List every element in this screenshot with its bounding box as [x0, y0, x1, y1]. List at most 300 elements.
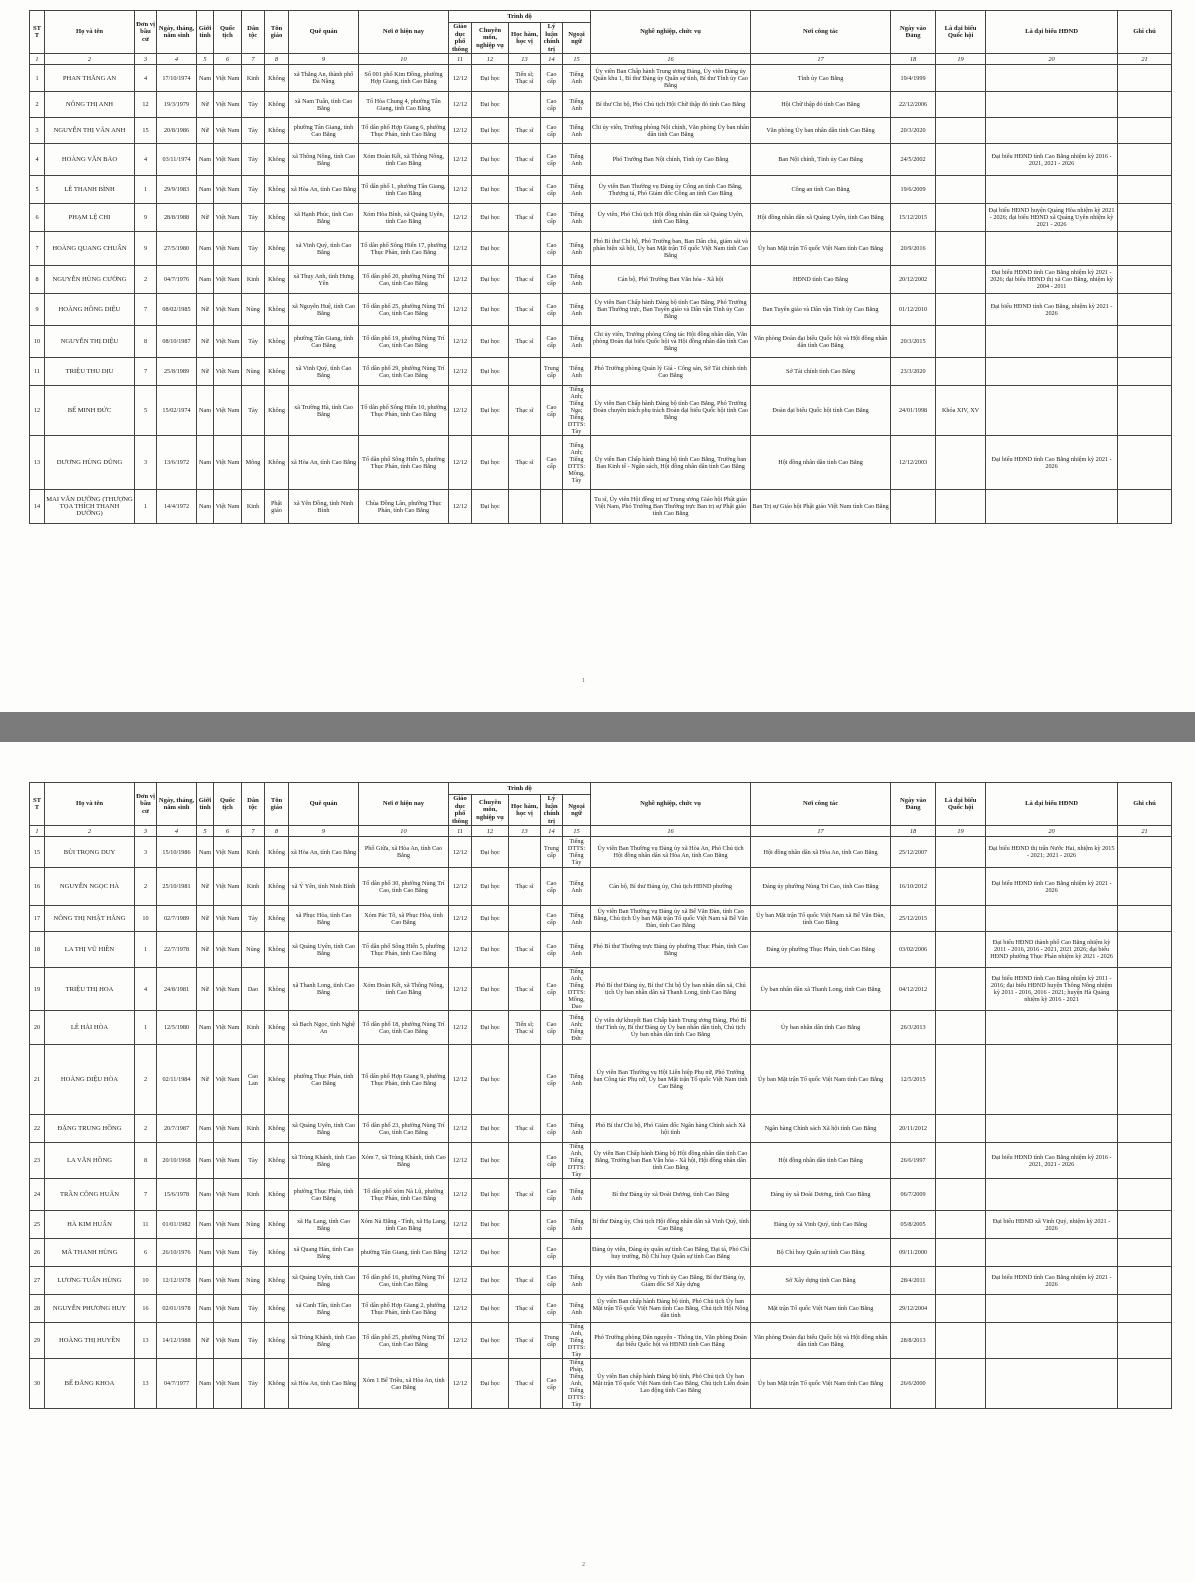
cell-ngay-vao-dang: 20/11/2012 [891, 1115, 936, 1143]
header-nghe-nghiep: Nghề nghiệp, chức vụ [591, 783, 751, 826]
cell-gioi-tinh: Nữ [197, 326, 214, 358]
table-row [30, 144, 1172, 176]
cell-ton-giao: Không [265, 65, 289, 92]
cell-ngoai-ngu: Tiếng Anh [563, 326, 591, 358]
cell-ngay-vao-dang: 12/5/2015 [891, 1045, 936, 1115]
cell-que-quan: xã Thông Nông, tỉnh Cao Bằng [289, 144, 359, 176]
column-number-ngay-vao-dang: 18 [891, 826, 936, 837]
cell-que-quan: xã Phục Hòa, tỉnh Cao Bằng [289, 906, 359, 932]
cell-noi-o: Tổ dân phố 25, phường Nùng Trí Cao, tỉnh Cao Bằng [359, 294, 449, 326]
cell-stt: 21 [30, 1045, 45, 1115]
header-dan-toc: Dân tộc [242, 11, 265, 54]
cell-ngoai-ngu: Tiếng Anh [563, 1115, 591, 1143]
cell-nghe-nghiep: Ủy viên Ban Thường vụ Đảng ủy xã Bế Văn Đàn, tỉnh Cao Bằng, Chủ tịch Ủy ban Mặt trận Tổ quốc Việt Nam xã Bế Văn Đàn, tỉnh Cao Bằng [591, 906, 751, 932]
header-gioi-tinh: Giới tính [197, 11, 214, 54]
cell-stt: 28 [30, 1295, 45, 1323]
cell-ho-ten: TRIỆU THU DỊU [45, 358, 135, 386]
cell-chuyen-mon: Đại học [472, 1143, 509, 1179]
cell-dan-toc: Tày [242, 118, 265, 144]
table-row [30, 294, 1172, 326]
header-que-quan: Quê quán [289, 783, 359, 826]
cell-dbqh [936, 906, 986, 932]
cell-ngay-sinh: 19/3/1979 [157, 92, 197, 118]
cell-noi-cong-tac: Ban Tuyên giáo và Dân vận Tỉnh ủy Cao Bằng [751, 294, 891, 326]
cell-ho-ten: HOÀNG DIỆU HÒA [45, 1045, 135, 1115]
cell-ho-ten: NGUYỄN PHƯƠNG HUY [45, 1295, 135, 1323]
cell-que-quan: xã Hòa An, tỉnh Cao Bằng [289, 837, 359, 868]
column-number-ly-luan: 14 [541, 826, 563, 837]
cell-chuyen-mon: Đại học [472, 1323, 509, 1359]
cell-giao-duc: 12/12 [449, 1045, 472, 1115]
cell-quoc-tich: Việt Nam [214, 1359, 242, 1409]
candidate-table-page-2 [29, 782, 1172, 1409]
cell-que-quan: xã Quảng Uyên, tỉnh Cao Bằng [289, 932, 359, 968]
cell-dbqh [936, 232, 986, 266]
column-number-ghi-chu: 21 [1118, 826, 1172, 837]
cell-dan-toc: Kinh [242, 266, 265, 294]
cell-nghe-nghiep: Tu sĩ, Ủy viên Hội đồng trị sự Trung ương Giáo hội Phật giáo Việt Nam, Phó Trưởng Ban Thường trực Ban trị sự Phật giáo tỉnh Cao Bằng [591, 490, 751, 524]
cell-dan-toc: Nùng [242, 932, 265, 968]
cell-ngay-vao-dang: 05/8/2005 [891, 1211, 936, 1239]
cell-dbhdnd [986, 1011, 1118, 1045]
header-dbqh: Là đại biểu Quốc hội [936, 783, 986, 826]
cell-don-vi: 1 [135, 176, 157, 204]
cell-quoc-tich: Việt Nam [214, 266, 242, 294]
cell-que-quan: xã Hòa An, tỉnh Cao Bằng [289, 436, 359, 490]
cell-ngoai-ngu: Tiếng Anh [563, 118, 591, 144]
cell-ly-luan: Cao cấp [541, 294, 563, 326]
cell-dbhdnd [986, 386, 1118, 436]
cell-quoc-tich: Việt Nam [214, 1211, 242, 1239]
cell-stt: 1 [30, 65, 45, 92]
table-row [30, 176, 1172, 204]
cell-ho-ten: DƯƠNG HÙNG DŨNG [45, 436, 135, 490]
cell-noi-o: phường Tân Giang, tỉnh Cao Bằng [359, 1239, 449, 1267]
cell-nghe-nghiep: Ủy viên Ban Chấp hành Đảng bộ Hội đồng nhân dân tỉnh Cao Bằng, Trưởng ban Ban Văn hóa - Xã hội, Hội đồng nhân dân tỉnh Cao Bằng [591, 1143, 751, 1179]
cell-don-vi: 3 [135, 436, 157, 490]
cell-nghe-nghiep: Phó Bí thư Chi bộ, Phó Giám đốc Ngân hàng Chính sách Xã hội tỉnh [591, 1115, 751, 1143]
cell-ton-giao: Phật giáo [265, 490, 289, 524]
cell-stt: 13 [30, 436, 45, 490]
column-number-que-quan: 9 [289, 54, 359, 65]
cell-nghe-nghiep: Ủy viên Ban Chấp hành Đảng bộ tỉnh Cao Bằng, Phó Trưởng Đoàn chuyên trách phụ trách Đoàn đại biểu Quốc hội tỉnh Cao Bằng [591, 386, 751, 436]
cell-giao-duc: 12/12 [449, 932, 472, 968]
cell-dbhdnd: Đại biểu HĐND tỉnh Cao Bằng, nhiệm kỳ 2021 - 2026 [986, 294, 1118, 326]
cell-ton-giao: Không [265, 118, 289, 144]
table-row [30, 358, 1172, 386]
cell-gioi-tinh: Nam [197, 1267, 214, 1295]
cell-ghi-chu [1118, 386, 1172, 436]
cell-ly-luan: Cao cấp [541, 436, 563, 490]
cell-ghi-chu [1118, 144, 1172, 176]
header-giao-duc: Giáo dục phổ thông [449, 23, 472, 54]
cell-quoc-tich: Việt Nam [214, 386, 242, 436]
cell-don-vi: 2 [135, 266, 157, 294]
cell-nghe-nghiep: Ủy viên Ban Thường vụ Tỉnh ủy Cao Bằng, Bí thư Đảng ủy, Giám đốc Sở Xây dựng [591, 1267, 751, 1295]
table-row [30, 1143, 1172, 1179]
cell-dan-toc: Tày [242, 1359, 265, 1409]
cell-ngay-sinh: 08/10/1987 [157, 326, 197, 358]
column-number-ton-giao: 8 [265, 54, 289, 65]
cell-don-vi: 4 [135, 968, 157, 1011]
document-page-1 [0, 0, 1195, 712]
cell-dbqh [936, 1359, 986, 1409]
cell-hoc-ham: Thạc sĩ [509, 1295, 541, 1323]
cell-don-vi: 2 [135, 868, 157, 906]
cell-que-quan: phường Thục Phán, tỉnh Cao Bằng [289, 1179, 359, 1211]
cell-dbqh [936, 1211, 986, 1239]
cell-stt: 16 [30, 868, 45, 906]
cell-ghi-chu [1118, 266, 1172, 294]
cell-stt: 23 [30, 1143, 45, 1179]
cell-stt: 24 [30, 1179, 45, 1211]
cell-ngoai-ngu: Tiếng Anh [563, 65, 591, 92]
cell-don-vi: 7 [135, 294, 157, 326]
cell-noi-o: Tổ dân phố 29, phường Nùng Trí Cao, tỉnh Cao Bằng [359, 358, 449, 386]
cell-ton-giao: Không [265, 1011, 289, 1045]
cell-que-quan: xã Trùng Khánh, tỉnh Cao Bằng [289, 1143, 359, 1179]
cell-ngoai-ngu: Tiếng Anh, Tiếng DTTS: Tày [563, 1323, 591, 1359]
table-row [30, 1211, 1172, 1239]
cell-dbhdnd [986, 906, 1118, 932]
cell-ngay-sinh: 13/6/1972 [157, 436, 197, 490]
cell-stt: 12 [30, 386, 45, 436]
cell-stt: 15 [30, 837, 45, 868]
cell-ngay-sinh: 25/10/1981 [157, 868, 197, 906]
cell-stt: 26 [30, 1239, 45, 1267]
cell-ngay-vao-dang: 25/12/2007 [891, 837, 936, 868]
cell-ngay-sinh: 20/8/1986 [157, 118, 197, 144]
header-stt: STT [30, 783, 45, 826]
cell-noi-cong-tac: Đảng ủy phường Thục Phán, tỉnh Cao Bằng [751, 932, 891, 968]
cell-nghe-nghiep: Bí thư Đảng ủy, Chủ tịch Hội đồng nhân dân xã Vinh Quý, tỉnh Cao Bằng [591, 1211, 751, 1239]
cell-que-quan: xã Ý Yên, tỉnh Ninh Bình [289, 868, 359, 906]
cell-gioi-tinh: Nam [197, 65, 214, 92]
cell-dbqh [936, 1011, 986, 1045]
cell-dan-toc: Kinh [242, 1115, 265, 1143]
cell-giao-duc: 12/12 [449, 358, 472, 386]
header-ly-luan: Lý luận chính trị [541, 23, 563, 54]
cell-ho-ten: PHẠM LỆ CHI [45, 204, 135, 232]
header-quoc-tich: Quốc tịch [214, 783, 242, 826]
cell-dbqh [936, 837, 986, 868]
cell-chuyen-mon: Đại học [472, 1211, 509, 1239]
cell-ho-ten: HOÀNG HỒNG DIỆU [45, 294, 135, 326]
cell-ngay-sinh: 24/8/1981 [157, 968, 197, 1011]
cell-quoc-tich: Việt Nam [214, 1011, 242, 1045]
header-gioi-tinh: Giới tính [197, 783, 214, 826]
cell-que-quan: xã Quang Hán, tỉnh Cao Bằng [289, 1239, 359, 1267]
cell-chuyen-mon: Đại học [472, 386, 509, 436]
cell-giao-duc: 12/12 [449, 386, 472, 436]
cell-chuyen-mon: Đại học [472, 1267, 509, 1295]
cell-chuyen-mon: Đại học [472, 1179, 509, 1211]
cell-stt: 22 [30, 1115, 45, 1143]
cell-ton-giao: Không [265, 1143, 289, 1179]
cell-giao-duc: 12/12 [449, 65, 472, 92]
cell-chuyen-mon: Đại học [472, 118, 509, 144]
cell-ghi-chu [1118, 932, 1172, 968]
cell-dbqh [936, 65, 986, 92]
cell-nghe-nghiep: Phó Bí thư Thường trực Đảng ủy phường Thục Phán, tỉnh Cao Bằng [591, 932, 751, 968]
cell-stt: 6 [30, 204, 45, 232]
cell-ngay-vao-dang: 25/12/2015 [891, 906, 936, 932]
cell-que-quan: xã Vinh Quý, tỉnh Cao Bằng [289, 358, 359, 386]
cell-noi-cong-tac: Văn phòng Đoàn đại biểu Quốc hội và Hội đồng nhân dân tỉnh Cao Bằng [751, 326, 891, 358]
cell-ho-ten: NGUYỄN HÙNG CƯỜNG [45, 266, 135, 294]
column-number-hoc-ham: 13 [509, 54, 541, 65]
cell-giao-duc: 12/12 [449, 1211, 472, 1239]
column-number-giao-duc: 11 [449, 826, 472, 837]
table-row [30, 118, 1172, 144]
cell-stt: 30 [30, 1359, 45, 1409]
cell-stt: 25 [30, 1211, 45, 1239]
cell-chuyen-mon: Đại học [472, 204, 509, 232]
cell-giao-duc: 12/12 [449, 144, 472, 176]
cell-stt: 8 [30, 266, 45, 294]
cell-dan-toc: Nùng [242, 294, 265, 326]
cell-gioi-tinh: Nam [197, 1239, 214, 1267]
cell-ngoai-ngu: Tiếng Anh [563, 868, 591, 906]
cell-que-quan: phường Thục Phán, tỉnh Cao Bằng [289, 1045, 359, 1115]
cell-don-vi: 11 [135, 1211, 157, 1239]
cell-ngay-sinh: 22/7/1978 [157, 932, 197, 968]
cell-que-quan: xã Yên Đồng, tỉnh Ninh Bình [289, 490, 359, 524]
cell-dan-toc: Tày [242, 1323, 265, 1359]
cell-dbhdnd [986, 176, 1118, 204]
cell-giao-duc: 12/12 [449, 1011, 472, 1045]
cell-stt: 7 [30, 232, 45, 266]
cell-gioi-tinh: Nam [197, 266, 214, 294]
cell-ngay-vao-dang: 26/6/2000 [891, 1359, 936, 1409]
cell-ngay-sinh: 12/12/1978 [157, 1267, 197, 1295]
cell-noi-o: Tổ dân phố Sông Hiến 5, phường Thục Phán, tỉnh Cao Bằng [359, 436, 449, 490]
cell-hoc-ham [509, 490, 541, 524]
cell-ho-ten: BẾ MINH ĐỨC [45, 386, 135, 436]
cell-nghe-nghiep: Cán bộ, Bí thư Đảng ủy, Chủ tịch HĐND phường [591, 868, 751, 906]
cell-gioi-tinh: Nam [197, 1011, 214, 1045]
cell-giao-duc: 12/12 [449, 1267, 472, 1295]
cell-ghi-chu [1118, 1239, 1172, 1267]
cell-ngay-vao-dang: 19/4/1999 [891, 65, 936, 92]
cell-nghe-nghiep: Bí thư Chi bộ, Phó Chủ tịch Hội Chữ thập đỏ tỉnh Cao Bằng [591, 92, 751, 118]
cell-hoc-ham: Thạc sĩ [509, 436, 541, 490]
cell-dbqh [936, 868, 986, 906]
cell-quoc-tich: Việt Nam [214, 358, 242, 386]
cell-noi-o: Tổ dân phố 30, phường Nùng Trí Cao, tỉnh Cao Bằng [359, 868, 449, 906]
cell-gioi-tinh: Nam [197, 1115, 214, 1143]
header-ngoai-ngu: Ngoại ngữ [563, 795, 591, 826]
cell-ngoai-ngu [563, 1239, 591, 1267]
column-number-noi-o: 10 [359, 54, 449, 65]
cell-dbqh [936, 1179, 986, 1211]
table-row [30, 1115, 1172, 1143]
cell-ton-giao: Không [265, 232, 289, 266]
cell-ho-ten: BÙI TRỌNG DUY [45, 837, 135, 868]
table-row [30, 1359, 1172, 1409]
cell-chuyen-mon: Đại học [472, 294, 509, 326]
column-number-quoc-tich: 6 [214, 54, 242, 65]
cell-noi-cong-tac: Đoàn đại biểu Quốc hội tỉnh Cao Bằng [751, 386, 891, 436]
cell-dbqh [936, 1323, 986, 1359]
cell-noi-cong-tac: Văn phòng Ủy ban nhân dân tỉnh Cao Bằng [751, 118, 891, 144]
cell-ly-luan: Cao cấp [541, 932, 563, 968]
cell-dan-toc: Nùng [242, 1211, 265, 1239]
cell-stt: 2 [30, 92, 45, 118]
cell-ngay-sinh: 02/01/1978 [157, 1295, 197, 1323]
cell-ho-ten: HOÀNG QUANG CHUẨN [45, 232, 135, 266]
cell-ngay-vao-dang: 20/12/2002 [891, 266, 936, 294]
cell-chuyen-mon: Đại học [472, 144, 509, 176]
cell-chuyen-mon: Đại học [472, 266, 509, 294]
cell-ngay-vao-dang: 15/12/2015 [891, 204, 936, 232]
column-number-chuyen-mon: 12 [472, 826, 509, 837]
cell-giao-duc: 12/12 [449, 176, 472, 204]
cell-quoc-tich: Việt Nam [214, 1115, 242, 1143]
cell-ton-giao: Không [265, 1323, 289, 1359]
cell-dan-toc: Tày [242, 232, 265, 266]
cell-nghe-nghiep: Phó Bí thư Chi bộ, Phó Trưởng ban, Ban Dân chủ, giám sát và phản biện xã hội, Ủy ban Mặt trận Tổ quốc Việt Nam tỉnh Cao Bằng [591, 232, 751, 266]
cell-que-quan: xã Thăng An, thành phố Đà Nẵng [289, 65, 359, 92]
cell-gioi-tinh: Nữ [197, 358, 214, 386]
cell-ho-ten: NGUYỄN THỊ VÂN ANH [45, 118, 135, 144]
cell-ghi-chu [1118, 490, 1172, 524]
cell-noi-cong-tac: Ngân hàng Chính sách Xã hội tỉnh Cao Bằng [751, 1115, 891, 1143]
cell-dbhdnd: Đại biểu HĐND tỉnh Cao Bằng nhiệm kỳ 2011 - 2016; đại biểu HĐND huyện Thông Nông nhiệm kỳ 2011 - 2016, 2016 - 2021; huyện Hà Quảng nhiệm kỳ 2016 - 2021 [986, 968, 1118, 1011]
cell-ngoai-ngu: Tiếng Anh, Tiếng DTTS: Tày [563, 1143, 591, 1179]
cell-ho-ten: ĐẶNG TRUNG HỒNG [45, 1115, 135, 1143]
cell-dbqh [936, 358, 986, 386]
cell-quoc-tich: Việt Nam [214, 1239, 242, 1267]
cell-que-quan: phường Tân Giang, tỉnh Cao Bằng [289, 118, 359, 144]
cell-ton-giao: Không [265, 1295, 289, 1323]
cell-noi-cong-tac: Sở Tài chính tỉnh Cao Bằng [751, 358, 891, 386]
cell-dan-toc: Kinh [242, 490, 265, 524]
cell-ghi-chu [1118, 837, 1172, 868]
cell-dbqh [936, 326, 986, 358]
cell-don-vi: 9 [135, 204, 157, 232]
cell-ngoai-ngu: Tiếng Anh; Tiếng DTTS: Mông, Tày [563, 436, 591, 490]
cell-quoc-tich: Việt Nam [214, 906, 242, 932]
cell-dan-toc: Tày [242, 906, 265, 932]
cell-giao-duc: 12/12 [449, 1359, 472, 1409]
cell-nghe-nghiep: Cán bộ, Phó Trưởng Ban Văn hóa - Xã hội [591, 266, 751, 294]
cell-dbhdnd [986, 358, 1118, 386]
header-trinh-do: Trình độ [449, 783, 591, 795]
cell-ly-luan: Trung cấp [541, 1323, 563, 1359]
cell-hoc-ham: Thạc sĩ [509, 294, 541, 326]
cell-ngay-sinh: 26/10/1976 [157, 1239, 197, 1267]
cell-giao-duc: 12/12 [449, 1295, 472, 1323]
column-number-ghi-chu: 21 [1118, 54, 1172, 65]
cell-noi-cong-tac: HĐND tỉnh Cao Bằng [751, 266, 891, 294]
cell-ho-ten: NÔNG THỊ ANH [45, 92, 135, 118]
cell-chuyen-mon: Đại học [472, 65, 509, 92]
cell-ngay-sinh: 08/02/1985 [157, 294, 197, 326]
cell-gioi-tinh: Nam [197, 176, 214, 204]
header-noi-cong-tac: Nơi công tác [751, 11, 891, 54]
table-row [30, 92, 1172, 118]
cell-dbqh [936, 932, 986, 968]
cell-ho-ten: BẾ ĐĂNG KHOA [45, 1359, 135, 1409]
cell-ngay-sinh: 01/01/1982 [157, 1211, 197, 1239]
column-number-row [30, 826, 1172, 837]
header-don-vi: Đơn vị bầu cử [135, 11, 157, 54]
cell-hoc-ham [509, 1239, 541, 1267]
cell-noi-o: Phố Giữa, xã Hòa An, tỉnh Cao Bằng [359, 837, 449, 868]
cell-ngay-vao-dang: 03/02/2006 [891, 932, 936, 968]
cell-ho-ten: LA VĂN HỒNG [45, 1143, 135, 1179]
cell-giao-duc: 12/12 [449, 490, 472, 524]
cell-don-vi: 10 [135, 906, 157, 932]
column-number-ngay-vao-dang: 18 [891, 54, 936, 65]
cell-don-vi: 5 [135, 386, 157, 436]
cell-ngay-sinh: 04/7/1976 [157, 266, 197, 294]
cell-quoc-tich: Việt Nam [214, 144, 242, 176]
cell-chuyen-mon: Đại học [472, 1295, 509, 1323]
document-page-2 [0, 742, 1195, 1582]
cell-dbhdnd: Đại biểu HĐND tỉnh Cao Bằng nhiệm kỳ 2021 - 2026 [986, 436, 1118, 490]
cell-noi-cong-tac: Đảng ủy xã Vinh Quý, tỉnh Cao Bằng [751, 1211, 891, 1239]
cell-noi-o: Tổ dân phố Hợp Giang 9, phường Thục Phán, tỉnh Cao Bằng [359, 1045, 449, 1115]
cell-noi-cong-tac: Hội đồng nhân dân xã Quảng Uyên, tỉnh Cao Bằng [751, 204, 891, 232]
cell-que-quan: phường Tân Giang, tỉnh Cao Bằng [289, 326, 359, 358]
cell-hoc-ham: Thạc sĩ [509, 1267, 541, 1295]
cell-ngay-vao-dang: 22/12/2006 [891, 92, 936, 118]
cell-chuyen-mon: Đại học [472, 968, 509, 1011]
cell-stt: 10 [30, 326, 45, 358]
table-body-page-1 [30, 65, 1172, 524]
cell-ngoai-ngu [563, 490, 591, 524]
cell-giao-duc: 12/12 [449, 837, 472, 868]
cell-noi-cong-tac: Hội đồng nhân dân tỉnh Cao Bằng [751, 1143, 891, 1179]
cell-dan-toc: Tày [242, 92, 265, 118]
cell-dbqh [936, 294, 986, 326]
cell-noi-cong-tac: Hội Chữ thập đỏ tỉnh Cao Bằng [751, 92, 891, 118]
cell-dbhdnd: Đại biểu HĐND tỉnh Cao Bằng nhiệm kỳ 2016 - 2021, 2021 - 2026 [986, 1143, 1118, 1179]
cell-dbqh [936, 176, 986, 204]
header-ho-ten: Họ và tên [45, 783, 135, 826]
cell-dbhdnd [986, 326, 1118, 358]
cell-ngay-sinh: 02/7/1989 [157, 906, 197, 932]
cell-chuyen-mon: Đại học [472, 1239, 509, 1267]
cell-nghe-nghiep: Đảng ủy viên, Đảng ủy quân sự tỉnh Cao Bằng, Đại tá, Phó Chỉ huy trưởng, Bộ Chỉ huy Quân sự tỉnh Cao Bằng [591, 1239, 751, 1267]
header-hoc-ham: Học hàm, học vị [509, 23, 541, 54]
cell-dbhdnd [986, 1239, 1118, 1267]
cell-hoc-ham [509, 232, 541, 266]
cell-ngoai-ngu: Tiếng Anh [563, 266, 591, 294]
cell-ngay-vao-dang: 20/9/2016 [891, 232, 936, 266]
cell-don-vi: 8 [135, 326, 157, 358]
cell-que-quan: xã Vinh Quý, tỉnh Cao Bằng [289, 232, 359, 266]
cell-quoc-tich: Việt Nam [214, 837, 242, 868]
cell-chuyen-mon: Đại học [472, 837, 509, 868]
cell-nghe-nghiep: Ủy viên Ban Chấp hành Đảng bộ tỉnh Cao Bằng, Phó Trưởng Ban Thường trực, Ban Tuyên giáo và Dân vận Tỉnh ủy Cao Bằng [591, 294, 751, 326]
cell-hoc-ham: Thạc sĩ [509, 204, 541, 232]
cell-ngoai-ngu: Tiếng Anh [563, 1295, 591, 1323]
cell-hoc-ham: Tiến sĩ; Thạc sĩ [509, 65, 541, 92]
candidate-table-page-1 [29, 10, 1172, 524]
cell-stt: 14 [30, 490, 45, 524]
table-row [30, 1267, 1172, 1295]
cell-noi-cong-tac: Văn phòng Đoàn đại biểu Quốc hội và Hội đồng nhân dân tỉnh Cao Bằng [751, 1323, 891, 1359]
cell-gioi-tinh: Nữ [197, 1323, 214, 1359]
cell-hoc-ham [509, 358, 541, 386]
header-ghi-chu: Ghi chú [1118, 783, 1172, 826]
cell-dbhdnd: Đại biểu HĐND thành phố Cao Bằng nhiệm kỳ 2011 - 2016, 2016 - 2021, 2021 2026; đại biểu HĐND phường Thục Phán nhiệm kỳ 2021 - 2026 [986, 932, 1118, 968]
cell-hoc-ham [509, 906, 541, 932]
cell-ho-ten: LÊ THANH BÌNH [45, 176, 135, 204]
